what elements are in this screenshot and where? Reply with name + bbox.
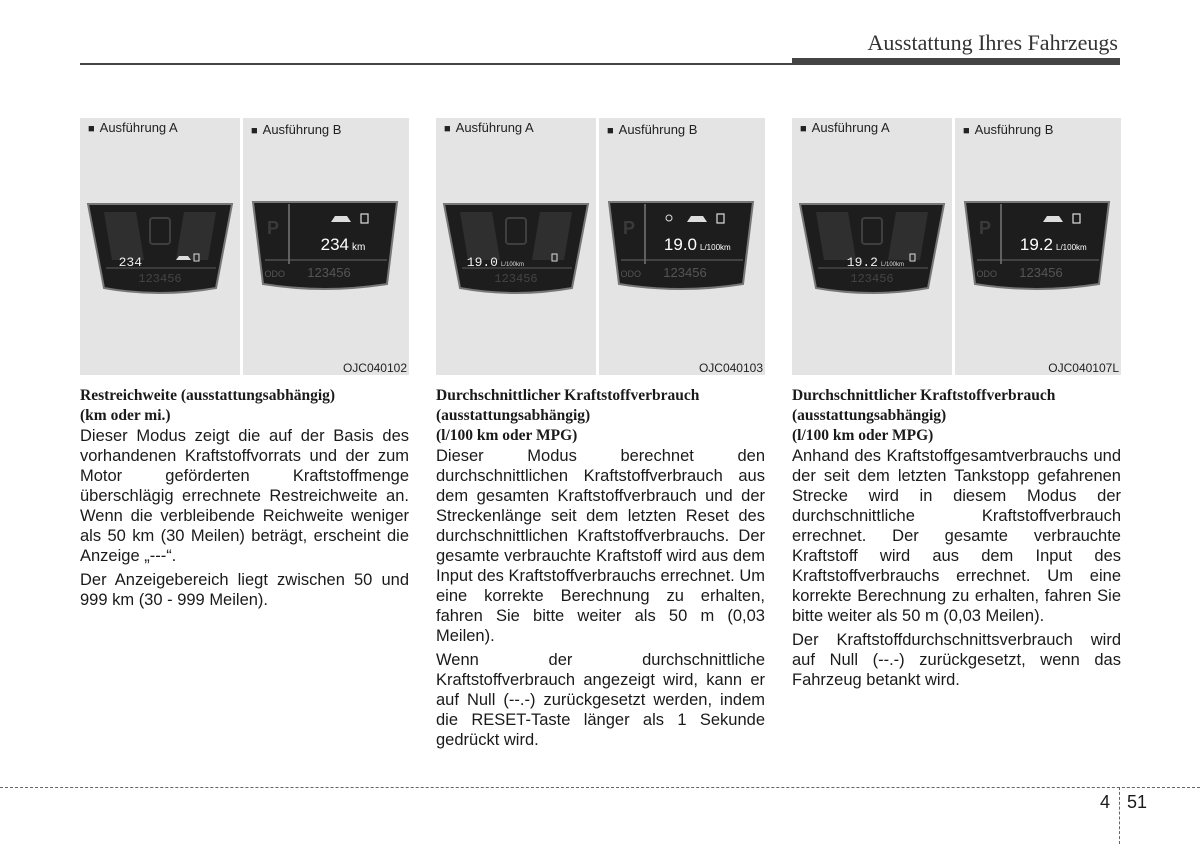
variant-label: ■ Ausführung B <box>963 122 1053 137</box>
section-column-3 <box>792 118 1121 694</box>
figure-code: OJC040102 <box>342 361 407 375</box>
section-body <box>436 446 765 750</box>
paragraph: Der Anzeigebereich liegt zwischen 50 und 999 km (30 - 999 Meilen). <box>80 571 409 609</box>
display-b-odo-label: ODO <box>976 269 997 279</box>
page-number: 51 <box>1127 792 1148 812</box>
display-a-value: 19.0 <box>466 255 498 270</box>
figure-panel-b <box>599 118 765 375</box>
display-a-odo: 123456 <box>850 272 894 286</box>
section-body <box>80 426 409 610</box>
display-b-odo-label: ODO <box>620 269 641 279</box>
variant-label: ■ Ausführung A <box>88 120 178 135</box>
paragraph: Anhand des Kraftstoffgesamtverbrauchs und der seit dem letzten Tankstopp gefahrenen Strecke wird in diesem Modus der durchschnittliche Kraftstoffverbrauch errechnet. Der gesamte verbrauchte Kraftstoff wird aus dem Input des Kraftstoffverbrauchs errechnet. Um eine korrekte Berechnung zu erhalten, fahren Sie bitte weiter als 50 m (0,03 Meilen). <box>792 447 1121 625</box>
display-b-odo: 123456 <box>1019 265 1063 280</box>
display-b-unit: L/100km <box>1056 243 1087 252</box>
figure-panel-a <box>792 118 952 375</box>
display-a-odo: 123456 <box>494 272 538 286</box>
section-heading: Durchschnittlicher Kraftstoffverbrauch (ausstattungsabhängig) (l/100 km oder MPG) <box>436 387 700 444</box>
figure-code: OJC040103 <box>698 361 763 375</box>
page-header-title: Ausstattung Ihres Fahrzeugs <box>867 30 1118 55</box>
display-a-value: 19.2 <box>846 255 878 270</box>
figure-code: OJC040107L <box>1048 361 1119 375</box>
variant-label: ■ Ausführung B <box>607 122 697 137</box>
paragraph: Dieser Modus zeigt die auf der Basis des vorhandenen Kraftstoffvorrats und der zum Motor geförderten Kraftstoffmenge überschlägig errechnete Restreichweite an. Wenn die verbleibende Reichweite weniger als 50 km (30 Meilen) beträgt, erscheint die Anzeige „---“. <box>80 427 409 565</box>
display-b-unit: L/100km <box>700 243 731 252</box>
paragraph: Dieser Modus berechnet den durchschnittlichen Kraftstoffverbrauch aus dem gesamten Kraftstoffverbrauch und der Streckenlänge seit dem letzten Reset des durchschnittlichen Kraftstoffverbrauchs. Der gesamte verbrauchte Kraftstoff wird aus dem Input des Kraftstoffverbrauchs errechnet. Um eine korrekte Berechnung zu erhalten, fahren Sie bitte weiter als 50 m (0,03 Meilen). <box>436 447 765 645</box>
display-b-value: 234 <box>320 235 349 254</box>
paragraph: Der Kraftstoffdurchschnittsverbrauch wird auf Null (--.-) zurückgesetzt, wenn das Fahrzeug betankt wird. <box>792 631 1121 689</box>
header-rule <box>80 63 1120 65</box>
variant-label: ■ Ausführung A <box>444 120 534 135</box>
chapter-number: 4 <box>1100 792 1111 812</box>
display-a-value: 234 <box>118 255 142 270</box>
section-body <box>792 446 1121 690</box>
figure-panel-a <box>80 118 240 375</box>
display-b-odo: 123456 <box>307 265 351 280</box>
display-a-unit: L/100km <box>501 262 525 268</box>
figure <box>436 118 765 378</box>
cluster-display-a <box>440 198 592 298</box>
section-column-1 <box>80 118 409 614</box>
footer-dashed-divider <box>1119 787 1120 844</box>
figure-panel-b <box>955 118 1121 375</box>
variant-label: ■ Ausführung A <box>800 120 890 135</box>
footer-dashed-rule <box>0 787 1200 788</box>
cluster-display-b <box>603 198 759 298</box>
display-b-odo-label: ODO <box>264 269 285 279</box>
display-b-value: 19.2 <box>1019 235 1053 254</box>
cluster-display-a <box>796 198 948 298</box>
figure-panel-a <box>436 118 596 375</box>
svg-text:P: P <box>266 218 280 238</box>
svg-text:P: P <box>622 218 636 238</box>
section-heading: Durchschnittlicher Kraftstoffverbrauch (ausstattungsabhängig) (l/100 km oder MPG) <box>792 387 1056 444</box>
display-b-value: 19.0 <box>663 235 697 254</box>
display-a-unit: L/100km <box>881 262 905 268</box>
figure <box>80 118 409 378</box>
section-column-2 <box>436 118 765 754</box>
cluster-display-b <box>959 198 1115 298</box>
display-a-odo: 123456 <box>138 272 182 286</box>
display-b-unit: km <box>352 242 366 253</box>
display-b-odo: 123456 <box>663 265 707 280</box>
figure <box>792 118 1121 378</box>
cluster-display-a <box>84 198 236 298</box>
figure-panel-b <box>243 118 409 375</box>
cluster-display-b <box>247 198 403 298</box>
variant-label: ■ Ausführung B <box>251 122 341 137</box>
section-heading: Restreichweite (ausstattungsabhängig) (km oder mi.) <box>80 387 336 424</box>
svg-text:P: P <box>978 218 992 238</box>
paragraph: Wenn der durchschnittliche Kraftstoffverbrauch angezeigt wird, kann er auf Null (--.-) zurückgesetzt werden, indem die RESET-Taste länger als 1 Sekunde gedrückt wird. <box>436 651 765 749</box>
